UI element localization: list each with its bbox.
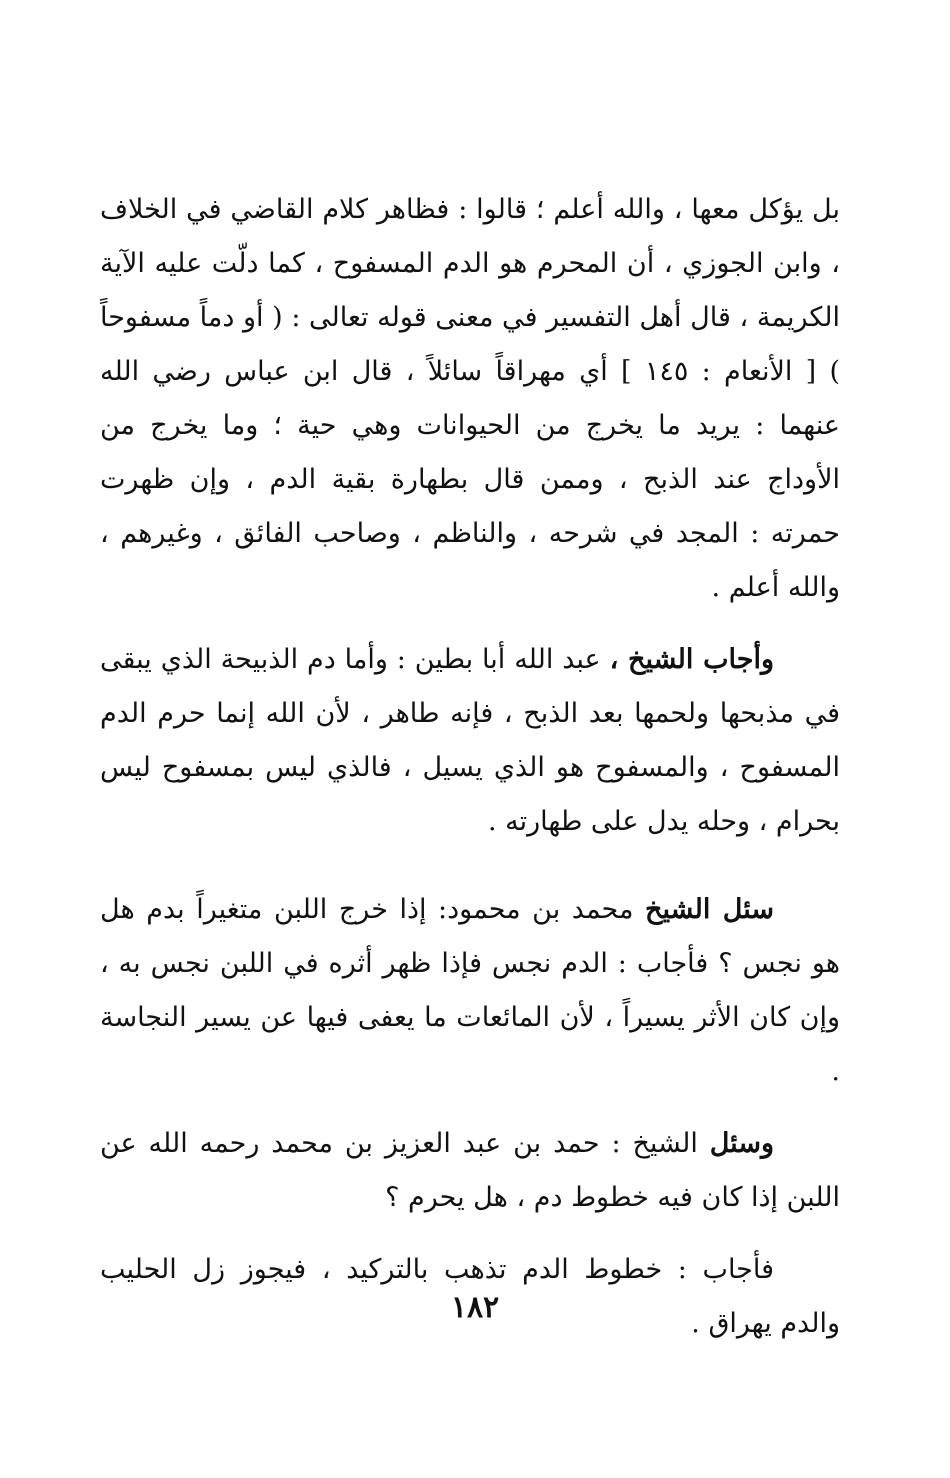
paragraph-lead: وأجاب الشيخ ، xyxy=(609,644,774,675)
paragraph-text: بل يؤكل معها ، والله أعلم ؛ قالوا : فظاهر كلام القاضي في الخلاف ، وابن الجوزي ، أن المحرم هو الدم المسفوح ، كما دلّت عليه الآية الكريمة ، قال أهل التفسير في معنى قوله تعالى : ( أو دماً مسفوحاً ) [ الأنعام : ١٤٥ ] أي مهراقاً سائلاً ، قال ابن عباس رضي الله عنهما : يريد ما يخرج من الحيوانات وهي حية ؛ وما يخرج من الأوداج عند الذبح ، وممن قال بطهارة بقية الدم ، وإن ظهرت حمرته : المجد في شرحه ، والناظم ، وصاحب الفائق ، وغيرهم ، والله أعلم . xyxy=(100,194,840,603)
paragraph-milk-question xyxy=(100,883,840,1099)
paragraph-text: فأجاب : خطوط الدم تذهب بالتركيد ، فيجوز زل الحليب والدم يهراق . xyxy=(100,1254,840,1339)
paragraph-lead: سئل الشيخ xyxy=(645,894,774,925)
paragraph-blood-ruling xyxy=(100,183,840,615)
paragraph-hamad-question xyxy=(100,1117,840,1225)
paragraph-text: محمد بن محمود: إذا خرج اللبن متغيراً بدم هل هو نجس ؟ فأجاب : الدم نجس فإذا ظهر أثره في اللبن نجس به ، وإن كان الأثر يسيراً ، لأن المائعات ما يعفى فيها عن يسير النجاسة . xyxy=(100,894,840,1087)
paragraph-lead: وسئل xyxy=(709,1128,774,1159)
paragraph-text: الشيخ : حمد بن عبد العزيز بن محمد رحمه الله عن اللبن إذا كان فيه خطوط دم ، هل يحرم ؟ xyxy=(100,1128,840,1213)
page-number: ١٨٢ xyxy=(450,1290,500,1325)
paragraph-aba-butain-answer xyxy=(100,633,840,849)
paragraph-text: عبد الله أبا بطين : وأما دم الذبيحة الذي يبقى في مذبحها ولحمها بعد الذبح ، فإنه طاهر ، لأن الله إنما حرم الدم المسفوح ، والمسفوح هو الذي يسيل ، فالذي ليس بمسفوح ليس بحرام ، وحله يدل على طهارته . xyxy=(100,644,840,837)
page-body xyxy=(100,183,840,1369)
